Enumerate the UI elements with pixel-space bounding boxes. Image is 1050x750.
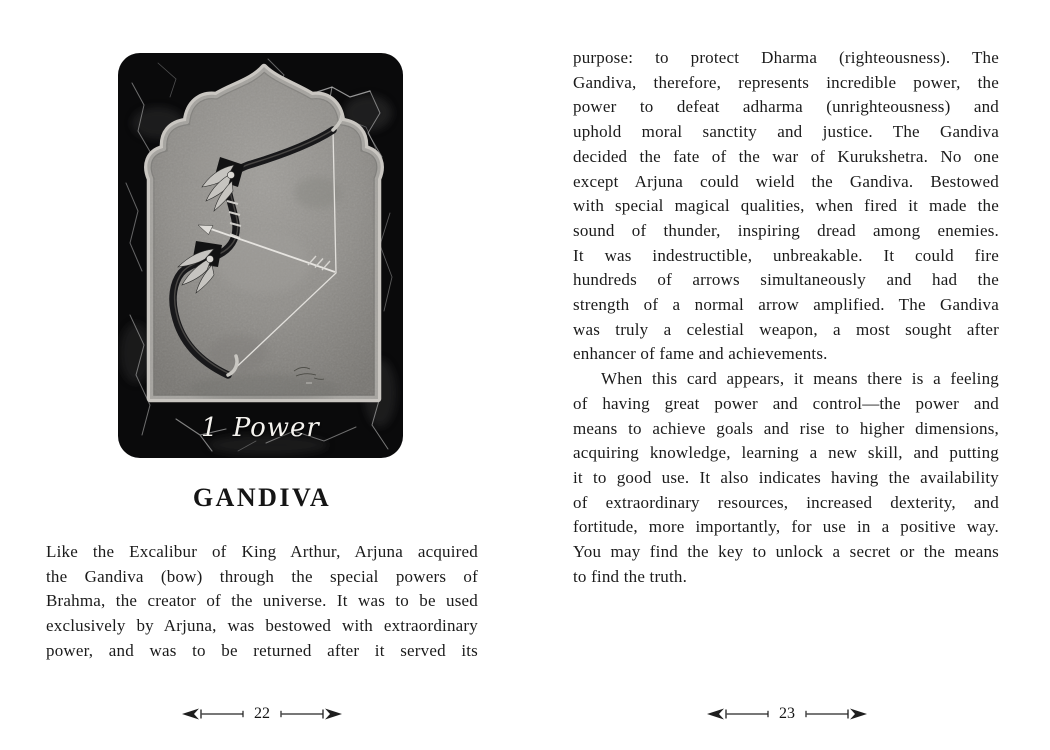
- left-page-body: [46, 540, 478, 664]
- text-line: power, and was to be returned after it served its: [46, 640, 478, 660]
- tarot-card: [118, 53, 403, 458]
- right-page-footer: [685, 706, 889, 722]
- page-number: 22: [254, 705, 270, 722]
- arrow-right-ornament-icon: [279, 707, 343, 721]
- text-line: except Arjuna could wield the Gandiva. Bestowed: [573, 171, 999, 191]
- text-line: it to good use. It also indicates having the availability: [573, 467, 999, 487]
- text-line: uphold moral sanctity and justice. The Gandiva: [573, 122, 999, 142]
- card-artwork: [118, 53, 403, 458]
- text-line: It was indestructible, unbreakable. It could fire: [573, 245, 999, 265]
- text-line: Like the Excalibur of King Arthur, Arjuna acquired: [46, 542, 478, 561]
- arrow-left-ornament-icon: [706, 707, 770, 721]
- text-line: was truly a celestial weapon, a most sought after: [573, 319, 999, 339]
- text-line: the Gandiva (bow) through the special powers of: [46, 566, 478, 586]
- text-line: means to achieve goals and rise to higher dimensions,: [573, 418, 999, 438]
- arrow-right-ornament-icon: [804, 707, 868, 721]
- text-line: When this card appears, it means there is a feeling: [601, 369, 999, 389]
- text-line: decided the fate of the war of Kurukshetra. No one: [573, 146, 999, 166]
- card-number: 1: [201, 413, 219, 443]
- page-number: 23: [779, 705, 795, 722]
- text-line: power to defeat adharma (unrighteousness) and: [573, 97, 999, 117]
- text-line: exclusively by Arjuna, was bestowed with extraordinary: [46, 616, 478, 636]
- right-page-body: [573, 46, 999, 589]
- text-line: fortitude, more importantly, for use in a positive way.: [573, 517, 999, 537]
- text-line: purpose: to protect Dharma (righteousness). The: [573, 48, 999, 67]
- text-line: You may find the key to unlock a secret or the means: [573, 542, 999, 562]
- arrow-left-ornament-icon: [181, 707, 245, 721]
- card-title: Power: [232, 413, 320, 443]
- text-line: of having great power and control—the power and: [573, 393, 999, 413]
- text-line: hundreds of arrows simultaneously and had the: [573, 270, 999, 290]
- text-line: acquiring knowledge, learning a new skill, and putting: [573, 443, 999, 463]
- text-line: to find the truth.: [573, 566, 688, 586]
- text-line: enhancer of fame and achievements.: [573, 344, 828, 364]
- card-caption: [118, 413, 403, 443]
- left-page-footer: [160, 706, 364, 722]
- text-line: Gandiva, therefore, represents incredible power, the: [573, 72, 999, 92]
- text-line: sound of thunder, inspiring dread among enemies.: [573, 220, 999, 240]
- text-line: with special magical qualities, when fired it made the: [573, 196, 999, 216]
- text-line: strength of a normal arrow amplified. The Gandiva: [573, 295, 999, 315]
- text-line: Brahma, the creator of the universe. It was to be used: [46, 591, 478, 611]
- page-title: GANDIVA: [192, 483, 332, 512]
- text-line: of extraordinary resources, increased dexterity, and: [573, 492, 999, 512]
